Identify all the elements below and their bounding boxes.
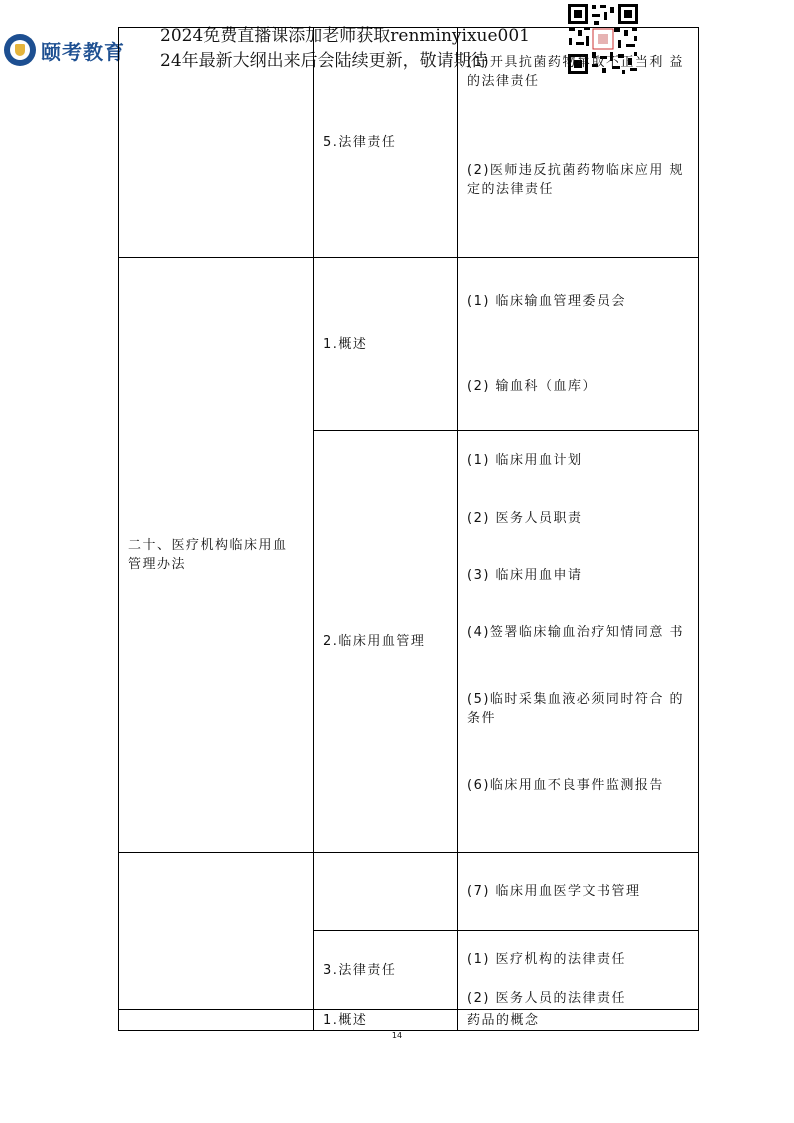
list-item: (2) 医务人员职责 — [467, 511, 583, 526]
table-row — [119, 258, 699, 431]
list-item: (6)临床用血不良事件监测报告 — [467, 778, 664, 793]
table-cell-items — [458, 258, 699, 431]
logo-text: 颐考教育 — [41, 39, 125, 64]
list-item: (1) 临床输血管理委员会 — [467, 294, 627, 309]
table-cell-subtopic: 2.临床用血管理 — [314, 431, 458, 853]
list-item: 药品的概念 — [467, 1012, 540, 1028]
table-cell-items — [458, 28, 699, 258]
list-item: (1) 医疗机构的法律责任 — [467, 952, 627, 967]
list-item: (2)医师违反抗菌药物临床应用 规定的法律责任 — [467, 162, 685, 197]
table-cell-subtopic: 3.法律责任 — [314, 931, 458, 1010]
list-item: (4)签署临床输血治疗知情同意 书 — [467, 625, 685, 640]
list-item: (7) 临床用血医学文书管理 — [467, 884, 641, 899]
table-row — [119, 853, 699, 931]
table-cell-subtopic — [314, 853, 458, 931]
list-item: (1) 临床用血计划 — [467, 453, 583, 468]
table-cell-items — [458, 853, 699, 931]
page-number: 14 — [391, 1031, 403, 1040]
logo-emblem-icon — [4, 34, 36, 66]
outline-table — [118, 27, 699, 1031]
table-cell-subtopic: 1.概述 — [314, 1010, 458, 1031]
header-promo-line: 2024免费直播课添加老师获取renminyixue001 — [160, 26, 530, 46]
table-cell-subtopic: 1.概述 — [314, 258, 458, 431]
table-row — [119, 28, 699, 258]
list-item: (1)开具抗菌药物牟取不正当利 益的法律责任 — [467, 54, 685, 89]
list-item: (3) 临床用血申请 — [467, 568, 583, 583]
list-item: (2) 输血科（血库） — [467, 379, 598, 394]
table-row — [119, 1010, 699, 1031]
table-cell-items — [458, 431, 699, 853]
table-cell-topic — [119, 853, 314, 1010]
table-cell-subtopic: 5.法律责任 — [314, 28, 458, 258]
list-item: (5)临时采集血液必须同时符合 的条件 — [467, 692, 685, 726]
table-cell-topic — [119, 1010, 314, 1031]
table-cell-items — [458, 931, 699, 1010]
table-cell-items — [458, 1010, 699, 1031]
table-cell-topic: 二十、医疗机构临床用血 管理办法 — [119, 258, 314, 853]
table-cell-topic — [119, 28, 314, 258]
list-item: (2) 医务人员的法律责任 — [467, 991, 627, 1006]
header-notice-line: 24年最新大纲出来后会陆续更新，敬请期待 — [160, 51, 488, 71]
